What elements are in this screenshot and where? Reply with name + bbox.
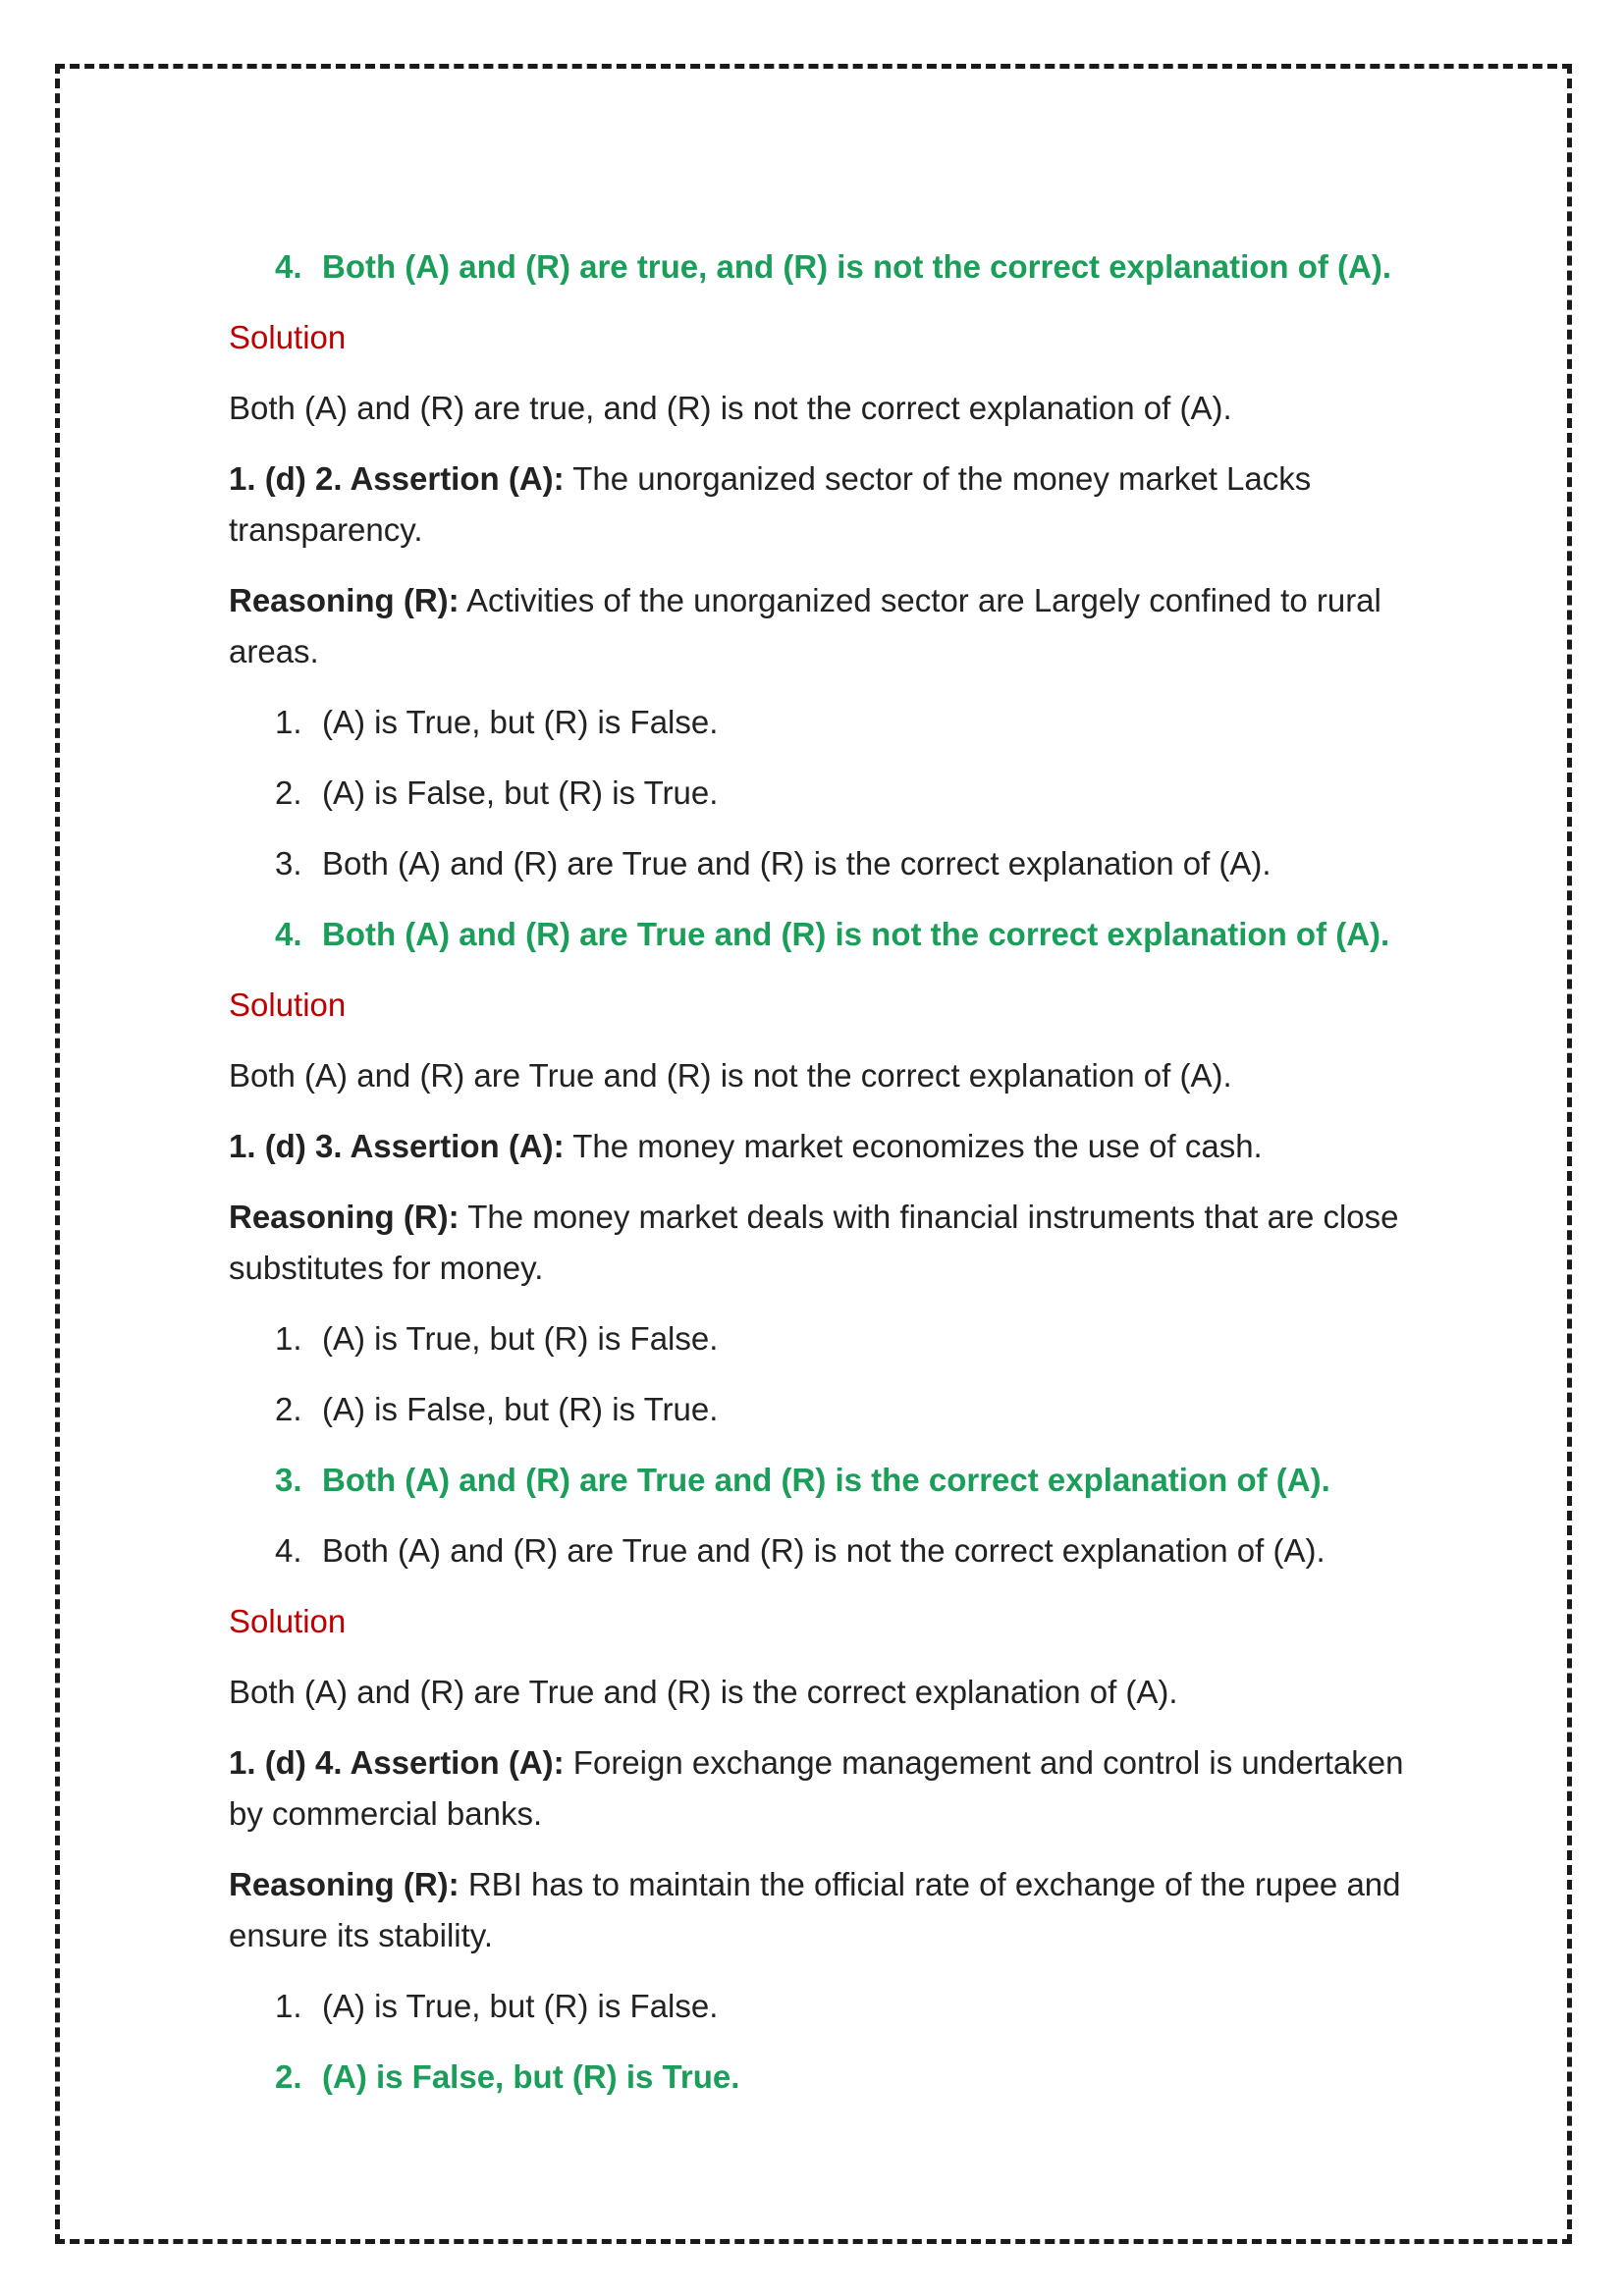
q3-assertion	[229, 1121, 1427, 1172]
q3-assertion-text: The money market economizes the use of cash.	[564, 1128, 1263, 1164]
q4-reasoning	[229, 1859, 1427, 1961]
option-text: Both (A) and (R) are true, and (R) is not the correct explanation of (A).	[322, 248, 1392, 285]
q1-option-4	[229, 241, 1427, 293]
option-text: (A) is True, but (R) is False.	[322, 1320, 719, 1357]
q1-solution-heading: Solution	[229, 319, 347, 355]
q4-reasoning-label: Reasoning (R):	[229, 1866, 460, 1902]
q2-assertion-label: 1. (d) 2. Assertion (A):	[229, 460, 565, 497]
q4-assertion-label: 1. (d) 4. Assertion (A):	[229, 1744, 565, 1781]
q2-option-1	[229, 697, 1427, 748]
q4-reasoning-text: RBI has to maintain the official rate of exchange of the rupee and ensure its stability.	[229, 1866, 1401, 1953]
q4-assertion-text: Foreign exchange management and control is undertaken by commercial banks.	[229, 1744, 1404, 1832]
q3-solution-text: Both (A) and (R) are True and (R) is the correct explanation of (A).	[229, 1674, 1178, 1710]
q2-reasoning	[229, 575, 1427, 677]
option-number: 3.	[275, 845, 302, 881]
option-text: (A) is True, but (R) is False.	[322, 1988, 719, 2024]
option-text: (A) is False, but (R) is True.	[322, 774, 719, 811]
q2-assertion-text: The unorganized sector of the money market Lacks transparency.	[229, 460, 1312, 548]
option-text: Both (A) and (R) are True and (R) is not the correct explanation of (A).	[322, 916, 1390, 952]
q2-option-4	[229, 909, 1427, 960]
q1-solution-text: Both (A) and (R) are true, and (R) is not the correct explanation of (A).	[229, 390, 1232, 426]
option-text: Both (A) and (R) are True and (R) is not the correct explanation of (A).	[322, 1532, 1325, 1569]
q2-solution-heading: Solution	[229, 987, 347, 1023]
q2-reasoning-text: Activities of the unorganized sector are Largely confined to rural areas.	[229, 582, 1381, 669]
q3-reasoning-label: Reasoning (R):	[229, 1199, 460, 1235]
q2-option-2	[229, 768, 1427, 819]
q2-reasoning-label: Reasoning (R):	[229, 582, 460, 618]
option-number: 1.	[275, 704, 302, 740]
q3-solution-heading: Solution	[229, 1603, 347, 1639]
option-number: 4.	[275, 1532, 302, 1569]
q3-option-4	[229, 1525, 1427, 1576]
option-number: 2.	[275, 1391, 302, 1427]
q4-assertion	[229, 1737, 1427, 1840]
q2-solution-text: Both (A) and (R) are True and (R) is not the correct explanation of (A).	[229, 1057, 1232, 1094]
q3-option-1	[229, 1313, 1427, 1364]
q3-option-3	[229, 1455, 1427, 1506]
q3-assertion-label: 1. (d) 3. Assertion (A):	[229, 1128, 565, 1164]
q4-option-2	[229, 2052, 1427, 2103]
option-number: 2.	[275, 2058, 302, 2095]
q3-option-2	[229, 1384, 1427, 1435]
q3-reasoning	[229, 1192, 1427, 1294]
option-number: 4.	[275, 248, 302, 285]
option-text: Both (A) and (R) are True and (R) is the correct explanation of (A).	[322, 845, 1271, 881]
option-number: 2.	[275, 774, 302, 811]
option-text: Both (A) and (R) are True and (R) is the correct explanation of (A).	[322, 1462, 1330, 1498]
q2-option-3	[229, 838, 1427, 889]
option-text: (A) is False, but (R) is True.	[322, 1391, 719, 1427]
option-number: 1.	[275, 1320, 302, 1357]
q2-assertion	[229, 454, 1427, 556]
option-text: (A) is True, but (R) is False.	[322, 704, 719, 740]
option-number: 3.	[275, 1462, 302, 1498]
document-body	[229, 241, 1427, 2122]
option-text: (A) is False, but (R) is True.	[322, 2058, 740, 2095]
q3-reasoning-text: The money market deals with financial instruments that are close substitutes for money.	[229, 1199, 1399, 1286]
option-number: 1.	[275, 1988, 302, 2024]
option-number: 4.	[275, 916, 302, 952]
q4-option-1	[229, 1981, 1427, 2032]
